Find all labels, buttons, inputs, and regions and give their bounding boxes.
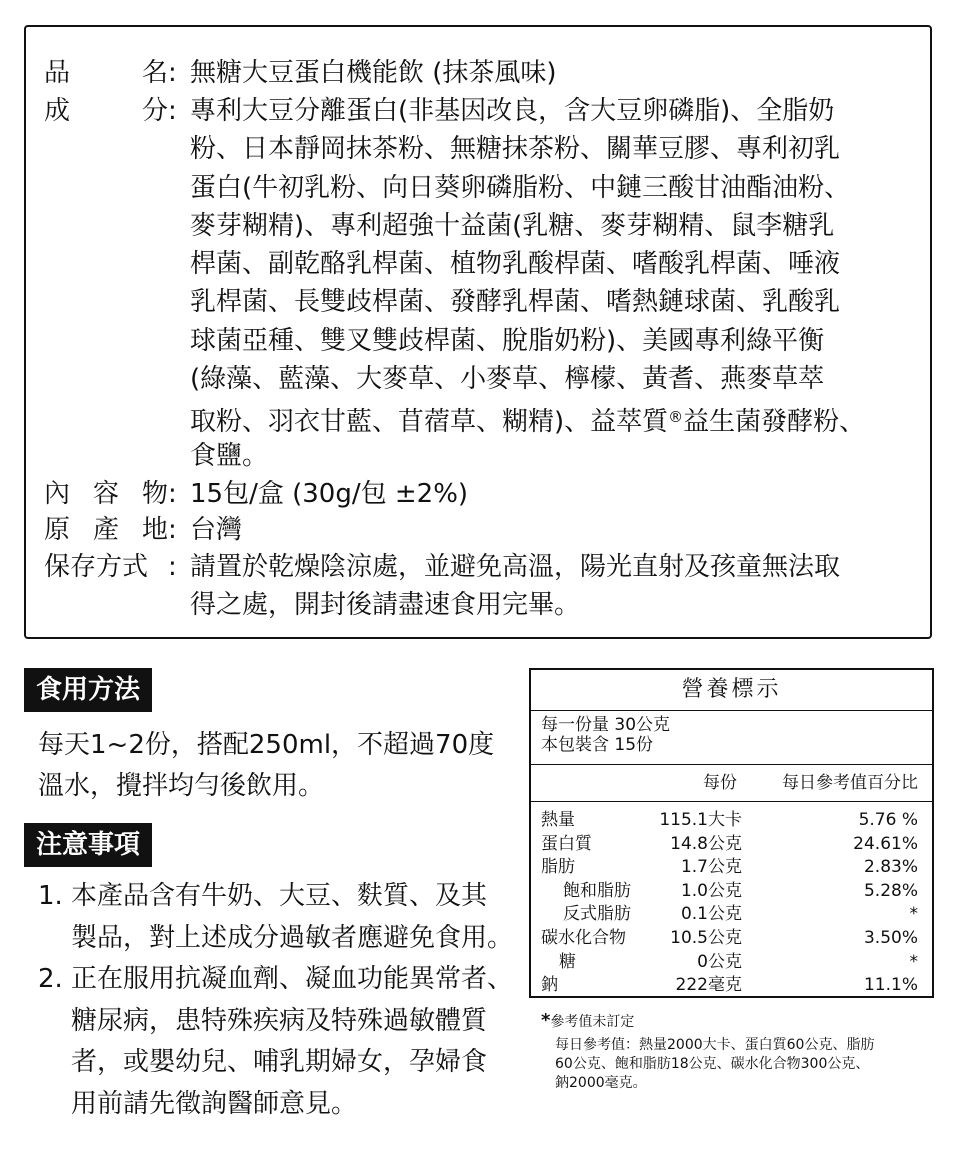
nutrient-qty: 1.0公克 (680, 880, 742, 901)
label-char: 原 (44, 515, 71, 545)
nutrition-row (531, 833, 932, 857)
caution-line: 者，或嬰幼兒、哺乳期婦女，孕婦食 (71, 1047, 488, 1077)
nutrient-name: 碳水化合物 (541, 927, 626, 948)
usage-header: 食用方法 (24, 668, 152, 712)
nutrition-serving-info (531, 711, 932, 765)
ingredients-line: 球菌亞種、雙叉雙歧桿菌、脫脂奶粉)、美國專利綠平衡 (190, 325, 825, 356)
label-char: 產 (92, 515, 119, 545)
ingredients-value (190, 92, 920, 475)
nutrition-row (531, 903, 932, 927)
ingredients-line: 粉、日本靜岡抹茶粉、無糖抹茶粉、關華豆膠、專利初乳 (190, 134, 841, 165)
column-per-serving: 每份 (703, 773, 737, 793)
storage-line: 得之處，開封後請盡速食用完畢。 (190, 590, 581, 621)
nutrient-qty: 10.5公克 (670, 927, 742, 948)
label-char: 內 (44, 479, 71, 509)
storage-line: 請置於乾燥陰涼處，並避免高溫，陽光直射及孩童無法取 (190, 552, 841, 582)
nutrient-pct: * (909, 904, 918, 925)
nutrient-pct: 11.1% (863, 975, 918, 996)
colon: : (168, 515, 177, 545)
ingredients-line: 蛋白(牛初乳粉、向日葵卵磷脂粉、中鏈三酸甘油酯油粉、 (190, 172, 851, 203)
origin-label (44, 511, 168, 549)
usage-line: 溫水，攪拌均勻後飲用。 (38, 771, 325, 801)
caution-item (38, 876, 513, 959)
storage-label: 保存方式 (44, 552, 149, 582)
ingredients-line: 桿菌、副乾酪乳桿菌、植物乳酸桿菌、嗜酸乳桿菌、唾液 (190, 249, 841, 280)
nutrition-row (531, 809, 932, 833)
nutrient-name: 蛋白質 (541, 833, 592, 854)
nutrition-row (531, 856, 932, 880)
ingredients-text: 益生菌發酵粉、 (683, 407, 866, 438)
caution-number: 2. (38, 964, 63, 994)
nutrition-facts-table (529, 668, 934, 998)
caution-list (38, 876, 513, 1125)
ingredients-label (44, 92, 168, 130)
nutrition-rows (531, 802, 932, 998)
nutrient-name: 飽和脂肪 (563, 880, 631, 901)
registered-mark: ® (668, 408, 684, 427)
ingredients-line: 專利大豆分離蛋白(非基因改良，含大豆卵磷脂)、全脂奶 (190, 96, 835, 126)
caution-number: 1. (38, 881, 63, 911)
product-name-value: 無糖大豆蛋白機能飲 (抹茶風味) (190, 58, 557, 88)
nutrient-pct: 3.50% (863, 927, 918, 948)
nutrition-row (531, 951, 932, 975)
product-info-box (24, 25, 932, 639)
footnote-title (541, 1011, 874, 1032)
caution-line: 正在服用抗凝血劑、凝血功能異常者、 (71, 964, 514, 994)
colon: : (168, 479, 177, 509)
asterisk-icon: * (541, 1010, 551, 1031)
ingredients-line: (綠藻、藍藻、大麥草、小麥草、檸檬、黃耆、燕麥草萃 (190, 364, 825, 395)
footnote-text: 參考值未訂定 (550, 1014, 635, 1030)
nutrition-footnote (541, 1011, 874, 1093)
caution-line: 糖尿病，患特殊疾病及特殊過敏體質 (71, 1005, 488, 1036)
caution-line: 用前請先徵詢醫師意見。 (71, 1088, 358, 1119)
contents-label (44, 475, 168, 513)
colon: : (168, 96, 177, 126)
label-char: 品 (44, 58, 71, 88)
nutrient-name: 鈉 (541, 975, 558, 996)
nutrient-pct: 5.28% (863, 880, 918, 901)
nutrient-pct: 5.76 % (858, 810, 918, 830)
column-daily-value: 每日參考值百分比 (782, 773, 918, 793)
nutrition-title: 營養標示 (531, 670, 932, 711)
label-char: 分 (141, 96, 168, 126)
nutrient-qty: 14.8公克 (670, 833, 742, 854)
nutrition-row (531, 927, 932, 951)
ingredients-text: 取粉、羽衣甘藍、苜蓿草、糊精)、益萃質 (190, 407, 669, 438)
ingredients-line: 麥芽糊精)、專利超強十益菌(乳糖、麥芽糊精、鼠李糖乳 (190, 210, 835, 241)
usage-text (38, 725, 494, 807)
origin-value: 台灣 (190, 515, 243, 545)
product-name-label (44, 54, 168, 92)
caution-line: 製品，對上述成分過敏者應避免食用。 (71, 922, 514, 953)
nutrient-pct: 24.61% (853, 833, 918, 854)
label-char: 名 (141, 58, 168, 88)
nutrient-name: 反式脂肪 (563, 904, 631, 925)
nutrient-name: 糖 (559, 951, 576, 972)
ingredients-line: 食鹽。 (190, 440, 269, 471)
nutrition-row (531, 974, 932, 998)
contents-value: 15包/盒 (30g/包 ±2%) (190, 479, 469, 509)
label-char: 地 (141, 515, 168, 545)
nutrient-pct: * (909, 951, 918, 972)
nutrient-name: 熱量 (541, 810, 575, 830)
footnote-line: 每日參考值：熱量2000大卡、蛋白質60公克、脂肪 (555, 1037, 875, 1053)
usage-line: 每天1~2份，搭配250ml，不超過70度 (38, 730, 495, 760)
label-char: 物 (141, 479, 168, 509)
nutrient-qty: 115.1大卡 (659, 810, 742, 830)
servings-per-package: 本包裝含 15份 (541, 735, 654, 755)
footnote-line: 60公克、飽和脂肪18公克、碳水化合物300公克、 (555, 1056, 870, 1072)
nutrient-name: 脂肪 (541, 857, 575, 878)
ingredients-line (190, 398, 920, 436)
nutrient-qty: 0公克 (697, 951, 742, 972)
nutrient-qty: 222毫克 (675, 975, 742, 996)
serving-size: 每一份量 30公克 (541, 715, 671, 735)
caution-item (38, 959, 513, 1125)
colon: : (168, 58, 177, 88)
label-char: 容 (92, 479, 119, 509)
storage-value (190, 548, 920, 625)
nutrition-row (531, 880, 932, 904)
caution-line: 本產品含有牛奶、大豆、麩質、及其 (71, 881, 488, 911)
footnote-line: 鈉2000毫克。 (555, 1075, 647, 1091)
caution-header: 注意事項 (24, 823, 152, 867)
nutrient-qty: 0.1公克 (680, 904, 742, 925)
nutrient-qty: 1.7公克 (680, 857, 742, 878)
nutrition-column-header (531, 765, 932, 802)
label-char: 成 (44, 96, 71, 126)
nutrient-pct: 2.83% (863, 857, 918, 878)
colon: : (168, 552, 177, 582)
footnote-description (541, 1036, 874, 1093)
ingredients-line: 乳桿菌、長雙歧桿菌、發酵乳桿菌、嗜熱鏈球菌、乳酸乳 (190, 287, 841, 318)
